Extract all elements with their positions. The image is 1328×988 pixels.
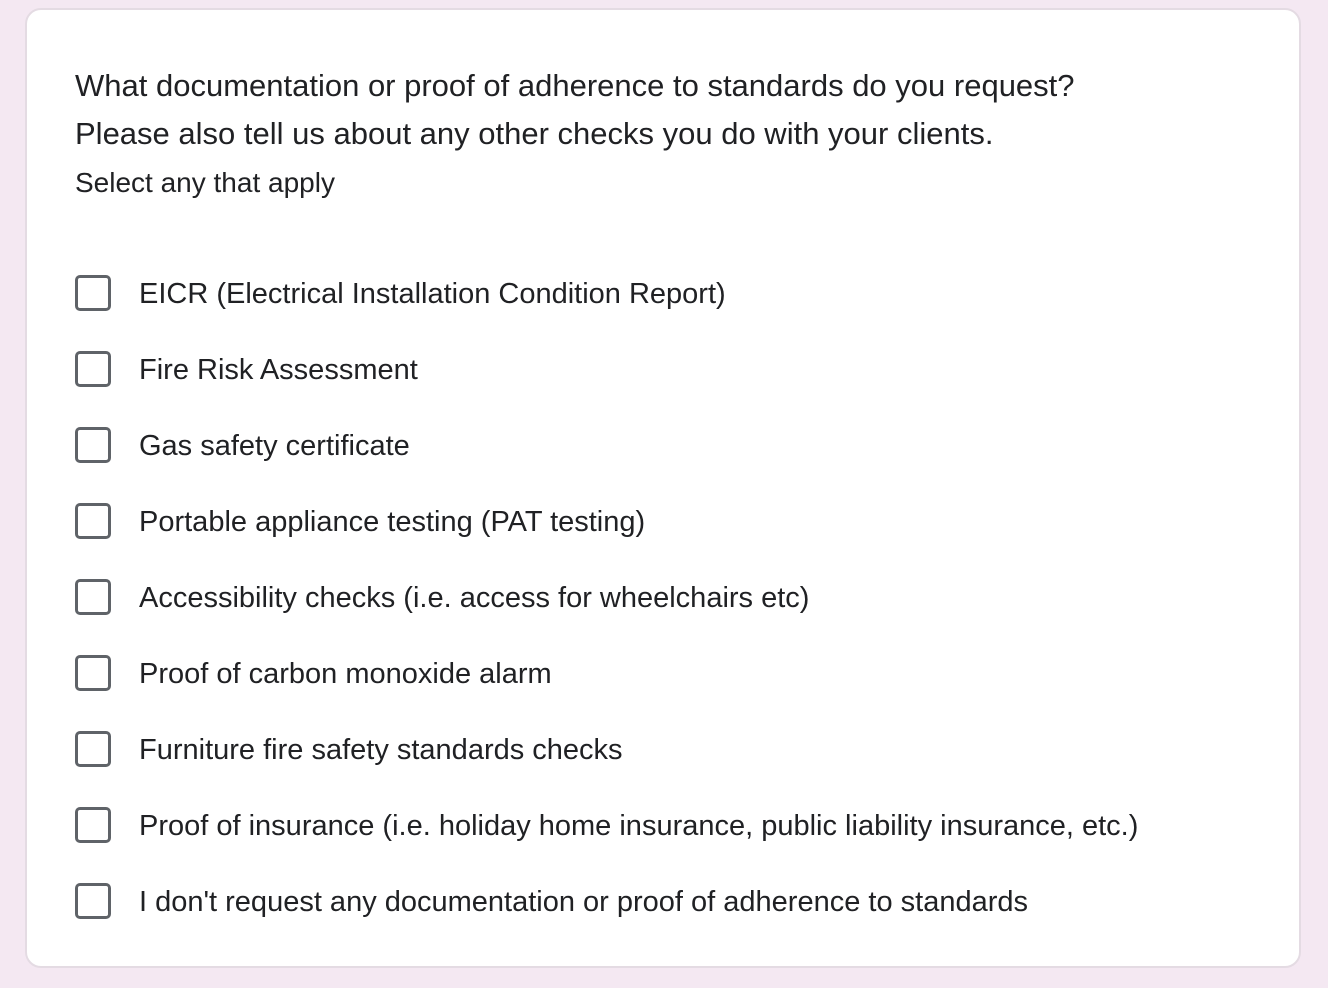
option-eicr[interactable] <box>75 256 1275 332</box>
checkbox[interactable] <box>75 807 111 843</box>
option-label: Gas safety certificate <box>139 430 410 462</box>
question-title <box>75 62 1255 158</box>
checkbox[interactable] <box>75 883 111 919</box>
option-label: Fire Risk Assessment <box>139 354 418 386</box>
option-label: Proof of carbon monoxide alarm <box>139 658 552 690</box>
option-carbon-monoxide-alarm[interactable] <box>75 636 1275 712</box>
question-title-line-1: What documentation or proof of adherence to standards do you request? <box>75 68 1075 103</box>
question-helper-text: Select any that apply <box>75 167 335 198</box>
option-label: Furniture fire safety standards checks <box>139 734 623 766</box>
checkbox[interactable] <box>75 655 111 691</box>
checkbox[interactable] <box>75 275 111 311</box>
option-label: I don't request any documentation or proof of adherence to standards <box>139 886 1029 918</box>
checkbox[interactable] <box>75 731 111 767</box>
checkbox[interactable] <box>75 351 111 387</box>
checkbox[interactable] <box>75 579 111 615</box>
question-title-line-2: Please also tell us about any other checks you do with your clients. <box>75 116 994 151</box>
option-no-documentation[interactable] <box>75 864 1275 940</box>
option-label: Proof of insurance (i.e. holiday home insurance, public liability insurance, etc.) <box>139 810 1139 842</box>
option-fire-risk-assessment[interactable] <box>75 332 1275 408</box>
option-label: Portable appliance testing (PAT testing) <box>139 506 646 538</box>
option-furniture-fire-safety[interactable] <box>75 712 1275 788</box>
checkbox[interactable] <box>75 427 111 463</box>
checkbox-options-list <box>75 256 1275 940</box>
option-gas-safety-certificate[interactable] <box>75 408 1275 484</box>
question-card <box>25 8 1301 968</box>
checkbox[interactable] <box>75 503 111 539</box>
option-pat-testing[interactable] <box>75 484 1275 560</box>
option-proof-of-insurance[interactable] <box>75 788 1275 864</box>
option-label: Accessibility checks (i.e. access for wheelchairs etc) <box>139 582 810 614</box>
option-accessibility-checks[interactable] <box>75 560 1275 636</box>
option-label: EICR (Electrical Installation Condition Report) <box>139 278 726 310</box>
